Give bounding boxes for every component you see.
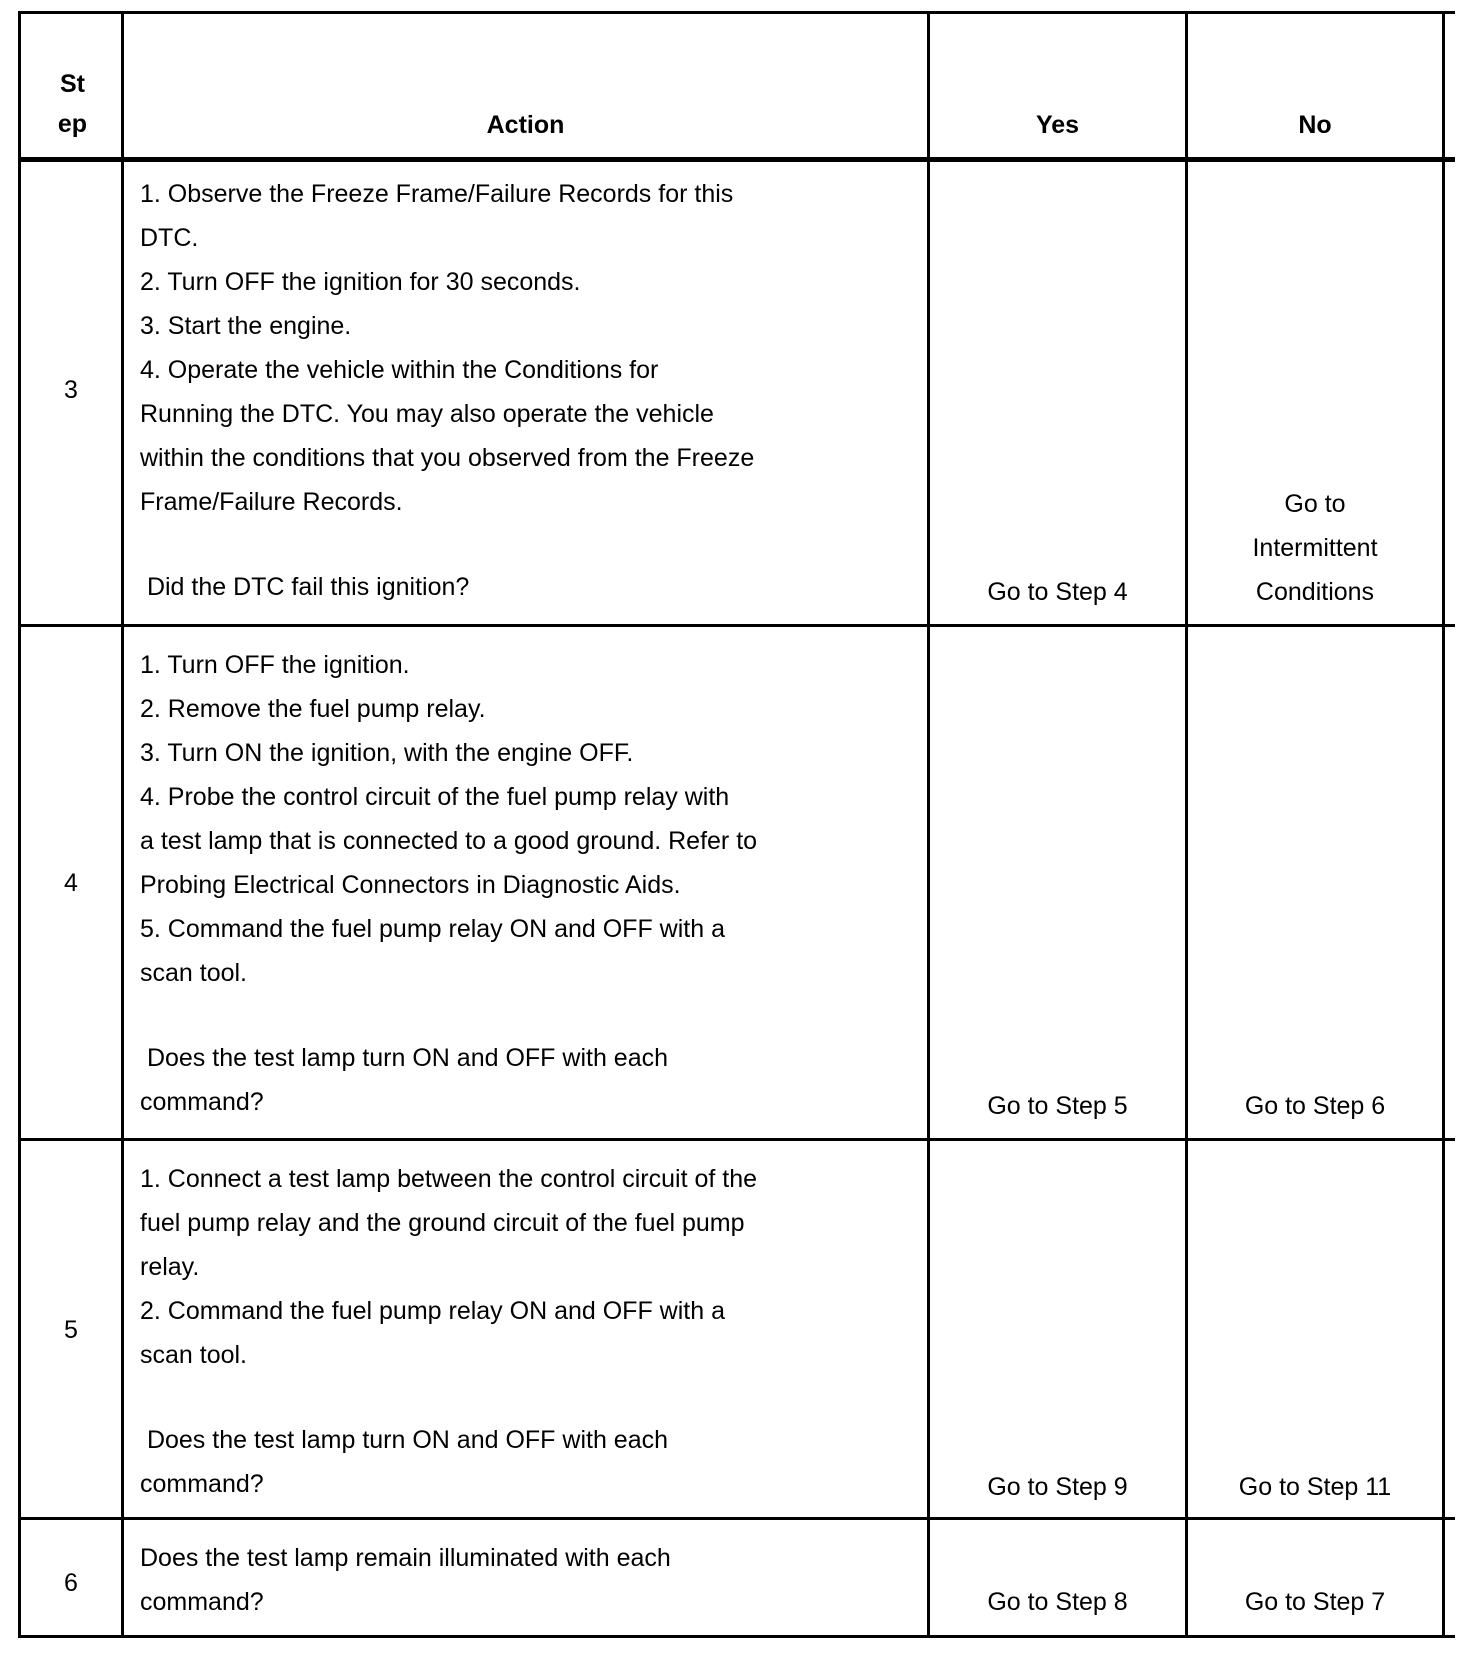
action-line: [140, 1377, 757, 1418]
header-no: No: [1298, 111, 1332, 139]
table-border-left: [18, 11, 21, 1638]
step-number-3: 3: [64, 376, 78, 404]
action-line: scan tool.: [140, 1341, 248, 1369]
table-border-bottom: [18, 1635, 1455, 1638]
no-line: Go to: [1284, 490, 1346, 518]
no-step-3: [1188, 482, 1442, 614]
action-line: Probing Electrical Connectors in Diagnostic Aids.: [140, 871, 681, 899]
action-line: 1. Connect a test lamp between the control circuit of the: [140, 1165, 758, 1193]
action-line: scan tool.: [140, 959, 248, 987]
header-divider: [18, 157, 1455, 162]
action-step-5: [140, 1157, 757, 1506]
step-number-5: 5: [64, 1316, 78, 1344]
action-question: command?: [140, 1088, 264, 1116]
action-line: [140, 995, 757, 1036]
yes-step-5: Go to Step 9: [987, 1473, 1128, 1501]
col-divider-step-action: [121, 11, 124, 1638]
action-question: Did the DTC fail this ignition?: [140, 573, 470, 601]
action-line: Running the DTC. You may also operate the vehicle: [140, 400, 714, 428]
col-divider-yes-no: [1185, 11, 1188, 1638]
no-step-5: [1188, 1465, 1442, 1509]
action-step-6: [140, 1536, 671, 1624]
action-line: 2. Turn OFF the ignition for 30 seconds.: [140, 268, 581, 296]
header-action: Action: [486, 111, 565, 139]
yes-step-3: Go to Step 4: [987, 578, 1128, 606]
action-line: 5. Command the fuel pump relay ON and OFF with a: [140, 915, 725, 943]
action-line: 4. Probe the control circuit of the fuel pump relay with: [140, 783, 730, 811]
yes-step-4: Go to Step 5: [987, 1092, 1128, 1120]
action-step-4: [140, 643, 757, 1124]
action-line: relay.: [140, 1253, 200, 1281]
action-line: a test lamp that is connected to a good ground. Refer to: [140, 827, 758, 855]
step-number-4: 4: [64, 869, 78, 897]
action-line: within the conditions that you observed from the Freeze: [140, 444, 755, 472]
no-line: Conditions: [1255, 578, 1375, 606]
header-step-line2: ep: [57, 110, 88, 138]
action-line: 1. Turn OFF the ignition.: [140, 651, 410, 679]
action-line: fuel pump relay and the ground circuit of the fuel pump: [140, 1209, 745, 1237]
action-line: 2. Remove the fuel pump relay.: [140, 695, 486, 723]
no-step-6: [1188, 1580, 1442, 1624]
no-line: Go to Step 11: [1238, 1473, 1392, 1501]
header-step: [24, 64, 121, 144]
table-border-right: [1442, 11, 1445, 1638]
yes-step-6: Go to Step 8: [987, 1588, 1128, 1616]
no-line: Go to Step 7: [1244, 1588, 1386, 1616]
row-divider-3-4: [18, 624, 1455, 627]
action-question: Does the test lamp remain illuminated with each: [140, 1544, 671, 1572]
action-line: 4. Operate the vehicle within the Conditions for: [140, 356, 659, 384]
no-line: Go to Step 6: [1244, 1092, 1386, 1120]
action-line: 2. Command the fuel pump relay ON and OFF with a: [140, 1297, 725, 1325]
action-line: 3. Start the engine.: [140, 312, 352, 340]
action-question: Does the test lamp turn ON and OFF with each: [140, 1044, 669, 1072]
action-line: [140, 524, 754, 565]
action-line: 3. Turn ON the ignition, with the engine OFF.: [140, 739, 634, 767]
action-question: Does the test lamp turn ON and OFF with each: [140, 1426, 669, 1454]
action-question: command?: [140, 1470, 264, 1498]
header-yes: Yes: [1035, 111, 1080, 139]
row-divider-5-6: [18, 1517, 1455, 1520]
col-divider-action-yes: [927, 11, 930, 1638]
no-line: Intermittent: [1252, 534, 1378, 562]
no-step-4: [1188, 1084, 1442, 1128]
action-line: DTC.: [140, 224, 199, 252]
row-divider-4-5: [18, 1138, 1455, 1141]
action-line: 1. Observe the Freeze Frame/Failure Records for this: [140, 180, 734, 208]
header-step-line1: St: [60, 70, 85, 98]
action-line: Frame/Failure Records.: [140, 488, 403, 516]
action-question: command?: [140, 1588, 264, 1616]
step-number-6: 6: [64, 1569, 78, 1597]
action-step-3: [140, 172, 754, 609]
table-border-top: [18, 11, 1455, 14]
